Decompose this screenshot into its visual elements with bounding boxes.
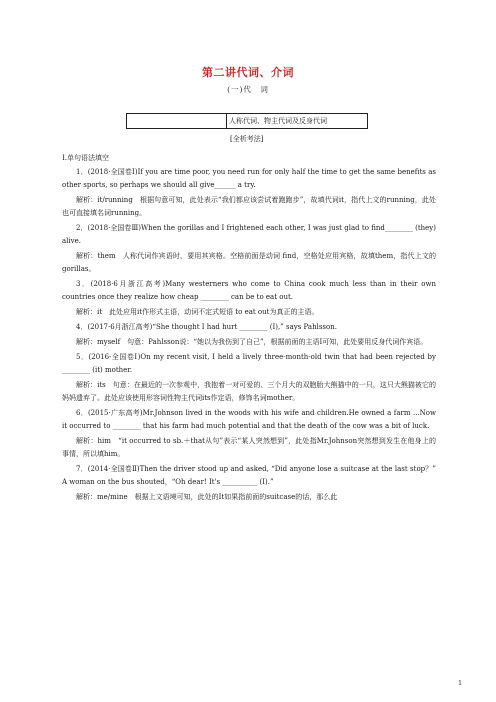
answer-6: 解析：him “it occurred to sb.＋that从句”表示“某人突然想到”，此处指Mr.Johnson突然想到发生在他身上的事情，所以填him。 — [62, 437, 436, 458]
topic-table-label: 人称代词、物主代词及反身代词 — [229, 117, 327, 125]
question-1: 1．(2018·全国卷Ⅰ)If you are time poor, you need run for only half the time to get the same benefits as other sports, so perhaps we should all give______ a try. — [62, 168, 436, 189]
question-7: 7．(2014·全国卷Ⅱ)Then the driver stood up and asked, “Did anyone lose a suitcase at the last stop？” A woman on the bus shouted，“Oh dear! It's __________ (I).” — [62, 465, 436, 486]
topic-table — [126, 113, 368, 129]
answer-2: 解析：them 人称代词作宾语时，要用其宾格。空格前面是动词 find，空格处应用宾格，故填them，指代上文的gorillas。 — [62, 252, 436, 273]
answer-5: 解析：its 句意：在最近的一次参观中，我抱着一对可爱的、三个月大的双胞胎大熊猫中的一只，这只大熊猫被它的妈妈遗弃了。此处应该使用形容词性物主代词its作定语，修饰名词mother。 — [62, 381, 436, 402]
question-5: 5．(2016·全国卷Ⅰ)On my recent visit, I held a lively three-month-old twin that had been rejected by ________ (it) mother. — [62, 353, 436, 374]
question-4: 4．(2017·6月浙江高考)“She thought I had hurt ________ (I),” says Pahlsson. — [76, 323, 337, 331]
kaofa-heading: [全析考法] — [230, 135, 264, 143]
question-6: 6．(2015·广东高考)Mr.Johnson lived in the woods with his wife and children.He owned a farm ...Now it occurred to ________ that his farm had much potential and that the death of the cow was a bit of luck. — [62, 409, 436, 430]
question-2: 2．(2018·全国卷Ⅲ)When the gorillas and I frightened each other, I was just glad to find________ (they) alive. — [62, 224, 436, 245]
answer-4: 解析：myself 句意：Pahlsson说：“她以为我伤到了自己”，根据前面的主语I可知，此处要用反身代词作宾语。 — [76, 338, 428, 346]
answer-3: 解析：it 此处应用it作形式主语，动词不定式短语 to eat out为真正的主语。 — [76, 308, 319, 316]
answer-7: 解析：me/mine 根据上文语境可知，此处的It如果指前面的suitcase的话，那么此 — [76, 493, 338, 501]
page-number: 1 — [458, 679, 463, 687]
page-title: 第二讲代词、介词 — [202, 66, 294, 79]
topic-table-empty-cell — [127, 114, 227, 128]
section-heading: Ⅰ.单句语法填空 — [62, 154, 109, 162]
exercise-body — [62, 166, 436, 506]
answer-1: 解析：it/running 根据句意可知，此处表示“我们都应该尝试着跑跑步”，故填代词it，指代上文的running，此处也可直接填名词running。 — [62, 196, 436, 217]
question-3: 3．(2018·6月浙江高考)Many westerners who come to China cook much less than in their own countries once they realize how cheap ________ can be to eat out. — [62, 280, 436, 301]
page-subtitle: (一)代 词 — [227, 85, 269, 94]
